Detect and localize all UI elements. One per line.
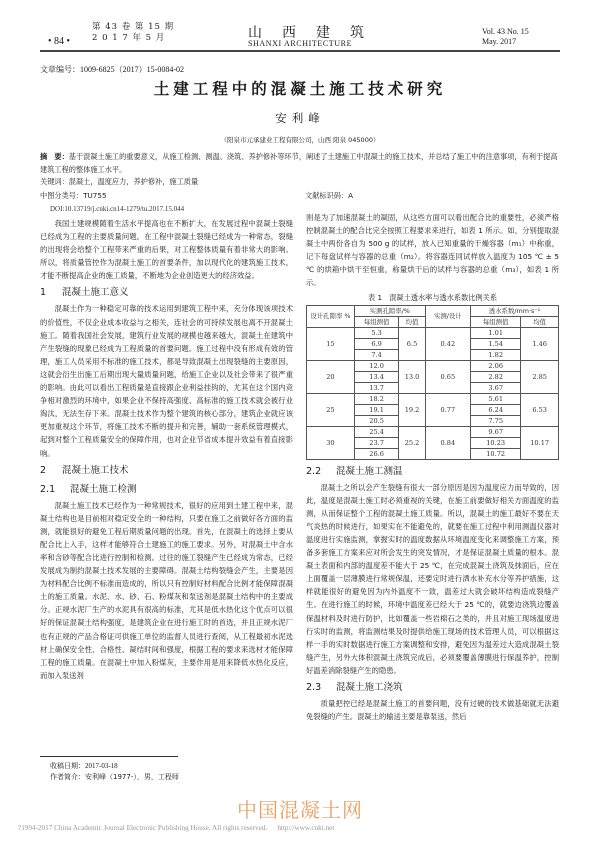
classification-number [40, 191, 107, 201]
keywords [40, 177, 198, 187]
keywords-text: 混凝土，温度应力，养护修补，施工质量 [68, 177, 199, 186]
section-number: 2.1 [40, 483, 56, 495]
article-number [40, 64, 184, 75]
header-ratio: 实测/设计 [425, 305, 470, 327]
cell-measured-porosity: 19.1 [354, 404, 399, 415]
cell-permeability-mean: 1.46 [521, 327, 559, 360]
cell-permeability-mean: 2.85 [521, 360, 559, 393]
section-2-3-body: 质量把控已经是混凝土施工的首要问题，没有过硬的技术做基础就无法避免裂缝的产生。混凝土的输送主要是靠泵送，然后 [306, 698, 559, 722]
cell-ratio: 0.65 [425, 360, 470, 393]
cell-measured-porosity: 20.5 [354, 415, 399, 426]
cell-design-porosity: 30 [307, 426, 355, 459]
bio-label: 作者简介： [50, 773, 85, 781]
section-2-2-body: 混凝土之所以会产生裂缝有很大一部分原因是因为温度应力而导致的，因此，温度是混凝土施工时必须重视的关键，在施工前要做好相关方面温度的监测，从而保证整个工程的混凝土施工质量。所以，混凝土的施工最好不要在天气炎热的时候进行，如果实在不能避免的，就要在施工过程中利用测温仪器对温度进行实施监测，掌握实时的温度数据从环境温度变化来调整施工方案，预备多套施工方案来应对所会发生的突发情况，才是保证混凝土质量的根本。混凝土表面和内部的温度差不能大于 25 ℃，在完成混凝土浇筑及抹面后，应在上面覆盖一层薄膜进行常规保温，还要定时进行洒水补充水分等养护措施，这样就能很好的避免因为内外温度不一致，温差过大就会破坏结构造成裂缝产生。在进行施工的时候，环境中温度差已经大于 25 ℃的，就要边浇筑边覆盖保温材料及时进行防护，比如覆盖一些岩棉石之类的，并且对施工现场温度进行实时的监测，将监测结果及时提供给施工现场的技术管理人员，可以根据这样一手的实时数据进行施工方案调整和安排，避免因为温差过大造成混凝土裂缝产生，另外大体积混凝土浇筑完成后，必须要覆盖薄膜进行保温养护，控制好温差消除裂缝产生的隐患。 [306, 482, 559, 675]
volume-line-2: 2 0 1 7 年 5 月 [92, 33, 166, 43]
bio-value: 安利峰（1977-），男，工程师 [85, 773, 179, 781]
header-measured-porosity: 实测孔隙率/% [354, 305, 425, 316]
cell-measured-porosity: 6.9 [354, 338, 399, 349]
table-header-row [307, 305, 559, 316]
section-number: 2 [40, 464, 47, 476]
intro-paragraph: 我国土建规模随着生活水平提高也在不断扩大，在发展过程中混凝土裂缝已经成为工程的主要质量问题。在工程中混凝土裂缝已经成为一种常态，裂缝的出现将会给整个工程带来严重的后果，对工程整体质量有着非常大的影响。所以，将质量管控作为混凝土施工的首要条件，加以现代化的建筑施工技术，才能不断提高企业的施工质量，不断地为企业创造更大的经济效益。 [40, 219, 293, 281]
volume-info-cn [92, 22, 174, 44]
author-affiliation: （阳泉市元承建业工程有限公司，山西 阳泉 045000） [220, 136, 380, 144]
cell-permeability: 6.24 [471, 404, 521, 415]
cell-measured-porosity: 7.4 [354, 349, 399, 360]
volume-line-1: 第 43 卷 第 15 期 [92, 22, 175, 32]
cell-permeability-mean: 6.53 [521, 393, 559, 426]
section-title: 混凝土施工技术 [62, 464, 129, 476]
cell-permeability: 1.54 [471, 338, 521, 349]
cell-porosity-mean: 25.2 [399, 426, 425, 459]
section-2-1-heading [40, 481, 293, 498]
copyright-text: ?1994-2017 China Academic Journal Electronic Publishing House. All rights reserved. [18, 824, 268, 832]
section-title: 混凝土施工测温 [336, 465, 403, 477]
cell-permeability-mean: 10.17 [521, 426, 559, 459]
page-number: • 84 • [48, 36, 71, 47]
right-column [306, 211, 559, 723]
clc-value: TU755 [83, 191, 107, 200]
document-code [305, 191, 353, 201]
cell-permeability: 1.01 [471, 327, 521, 338]
cell-design-porosity: 15 [307, 327, 355, 360]
cell-permeability: 3.67 [471, 382, 521, 393]
header-mean: 均值 [399, 316, 425, 327]
abstract [40, 150, 560, 176]
section-1-body: 混凝土作为一种稳定可靠的技术运用到建筑工程中来，充分体现该项技术的价值性，不仅企业成本收益与之相关，连社会的可持续发展也离不开混凝土施工。随着我国社会发展，建筑行业发展的规模也越来越大，混凝土在建筑中产生裂缝的现象已经成为工程质量的首要问题。施工过程中没有形成有效的管理，施工人员采用不标准的施工技术，都是导致混凝土出现裂缝的主要原因，这就会衍生出施工后期出现大量质量问题，给施工企业以及社会带来了很严重的影响。由此可以看出工程质量是直接跟企业利益挂钩的，尤其在这个国内竞争相对激烈的环境中，如果企业不保持高强度、高标准的施工技术就会被行业淘汰，无法生存下来。混凝土技术作为整个建筑的核心部分，建筑企业就应该更加重视这个环节，将施工技术不断的提升和完善，辅助一套系统管理模式，起到对整个工程质量安全的保障作用，也对企业节省成本提升效益有着直接影响。 [40, 304, 293, 458]
footnote-divider [40, 756, 178, 757]
section-title: 混凝土施工检测 [70, 483, 137, 495]
cell-measured-porosity: 18.2 [354, 393, 399, 404]
journal-name-en: SHANXI ARCHITECTURE [248, 39, 353, 48]
journal-name-cn: 山西建筑 [248, 25, 384, 41]
section-title: 混凝土施工意义 [62, 287, 129, 299]
volume-en-line-1: Vol. 43 No. 15 [482, 27, 529, 36]
clc-label: 中图分类号： [40, 191, 84, 200]
cell-permeability: 5.61 [471, 393, 521, 404]
doc-code-label: 文献标识码： [305, 191, 349, 200]
doi[interactable]: DOI:10.13719/j.cnki.cn14-1279/tu.2017.15.044 [50, 205, 185, 213]
section-number: 2.3 [306, 681, 322, 693]
doc-code-value: A [348, 191, 354, 200]
received-date [50, 761, 179, 772]
cnki-link[interactable]: http://www.cnki.net [277, 824, 335, 832]
cell-measured-porosity: 26.6 [354, 448, 399, 459]
cell-permeability: 10.23 [471, 437, 521, 448]
cell-porosity-mean: 13.0 [399, 360, 425, 393]
cell-permeability: 1.82 [471, 349, 521, 360]
abstract-text: 基于混凝土施工的重要意义，从施工检测、测温、浇筑、养护修补等环节，阐述了土建施工中混凝土的施工技术，并总结了施工中的注意事项，有利于提高建筑工程的整体施工水平。 [40, 152, 558, 174]
article-number-value: 1009-6825（2017）15-0084-02 [80, 65, 184, 74]
volume-info-en [482, 27, 529, 47]
cell-design-porosity: 20 [307, 360, 355, 393]
footnotes [50, 761, 179, 783]
copyright-notice [18, 824, 334, 832]
cell-porosity-mean: 19.2 [399, 393, 425, 426]
section-2-1-body: 混凝土施工技术已经作为一种常规技术，很好的应用到土建工程中来，混凝土结构也是目前相对稳定安全的一种结构，只要在施工之前做好各方面的监测，就能很好的避免工程后期质量问题的出现。首先，在混凝土的选择上要从配合比上入手，这样才能够符合土建施工的施工要求。另外，对混凝土中含水率和含砂等配合比进行控制和检测。过往的施工裂缝产生已经成为常态，已经发展成为制约混凝土技术发展的主要障碍。混凝土结构裂缝会产生，主要是因为材料配合比例不标准而造成的，所以只有控制好材料配合比例才能保障混凝土的施工质量。水泥、水、砂、石、粉煤灰和泵送剂是混凝土结构中的主要成分。正规水泥厂生产的水泥具有很高的标准，尤其是低水热化这个优点可以很好的保证混凝土结构强度，是建筑企业在进行施工时的首选，并且正规水泥厂也有正规的产品合格证可供施工单位的监督人员进行查阅，从工程最初水泥选材上确保安全性、合格性、凝结时间和强度，根据工程的要求来选材才能保障工程的施工质量。在混凝土中加入粉煤灰，主要作用是用来降低水热化反应，而加入泵送剂 [40, 500, 293, 680]
cell-measured-porosity: 23.7 [354, 437, 399, 448]
author-name: 安利峰 [275, 111, 325, 125]
cell-measured-porosity: 13.4 [354, 371, 399, 382]
header-divider [40, 50, 560, 52]
cell-ratio: 0.84 [425, 426, 470, 459]
left-column [40, 211, 293, 682]
cell-permeability: 7.75 [471, 415, 521, 426]
cell-permeability: 9.67 [471, 426, 521, 437]
volume-en-line-2: May. 2017 [482, 37, 517, 46]
cell-design-porosity: 25 [307, 393, 355, 426]
porosity-permeability-table [306, 305, 559, 460]
section-number: 2.2 [306, 465, 322, 477]
section-2-2-heading [306, 463, 559, 480]
table-row [307, 426, 559, 437]
section-2-heading [40, 462, 293, 479]
abstract-label: 摘 要： [40, 152, 69, 161]
section-1-heading [40, 284, 293, 301]
table-row [307, 360, 559, 371]
article-title: 土建工程中的混凝土施工技术研究 [153, 80, 447, 98]
cell-ratio: 0.42 [425, 327, 470, 360]
cell-permeability: 2.06 [471, 360, 521, 371]
header-permeability: 透水系数/mm·s⁻¹ [471, 305, 559, 316]
cell-permeability: 2.82 [471, 371, 521, 382]
received-value: 2017-03-18 [85, 762, 118, 770]
table-caption: 表 1 混凝土透水率与透水系数比例关系 [367, 292, 498, 302]
received-label: 收稿日期： [50, 762, 85, 770]
cell-permeability: 10.72 [471, 448, 521, 459]
watermark-logo: 中国混凝土网 [237, 798, 363, 822]
cell-ratio: 0.77 [425, 393, 470, 426]
table-row [307, 327, 559, 338]
journal-header [0, 0, 600, 52]
section-2-3-heading [306, 679, 559, 696]
table-body [307, 327, 559, 459]
header-design-porosity: 设计孔隙率 % [307, 305, 355, 327]
right-top-paragraph: 则是为了加速混凝土的凝固，从这些方面可以看出配合比的重要性，必须严格控制混凝土的配合比完全按照工程要求来进行，如表 1 所示。如，分别提取混凝土中两份各自为 500 g 的试样，放入已知重量的干燥容器（m₁）中称重，记下每盘试样与容器的总重（m₂）。将容器连同试样放入温度为 105 ℃ ± 5 ℃ 的烘箱中烘干至恒重，称量烘干后的试样与容器的总重（m₃），如表 1 所示。 [306, 213, 559, 288]
author-bio [50, 772, 179, 783]
cell-measured-porosity: 13.7 [354, 382, 399, 393]
cell-porosity-mean: 6.5 [399, 327, 425, 360]
keywords-label: 关键词： [40, 177, 69, 186]
header-mean: 均值 [521, 316, 559, 327]
section-title: 混凝土施工浇筑 [336, 681, 403, 693]
cell-measured-porosity: 25.4 [354, 426, 399, 437]
section-number: 1 [40, 287, 47, 299]
header-each-group: 每组测值 [471, 316, 521, 327]
cell-measured-porosity: 5.3 [354, 327, 399, 338]
cell-measured-porosity: 12.0 [354, 360, 399, 371]
header-each-group: 每组测值 [354, 316, 399, 327]
table-row [307, 393, 559, 404]
article-number-label: 文章编号： [40, 65, 80, 74]
